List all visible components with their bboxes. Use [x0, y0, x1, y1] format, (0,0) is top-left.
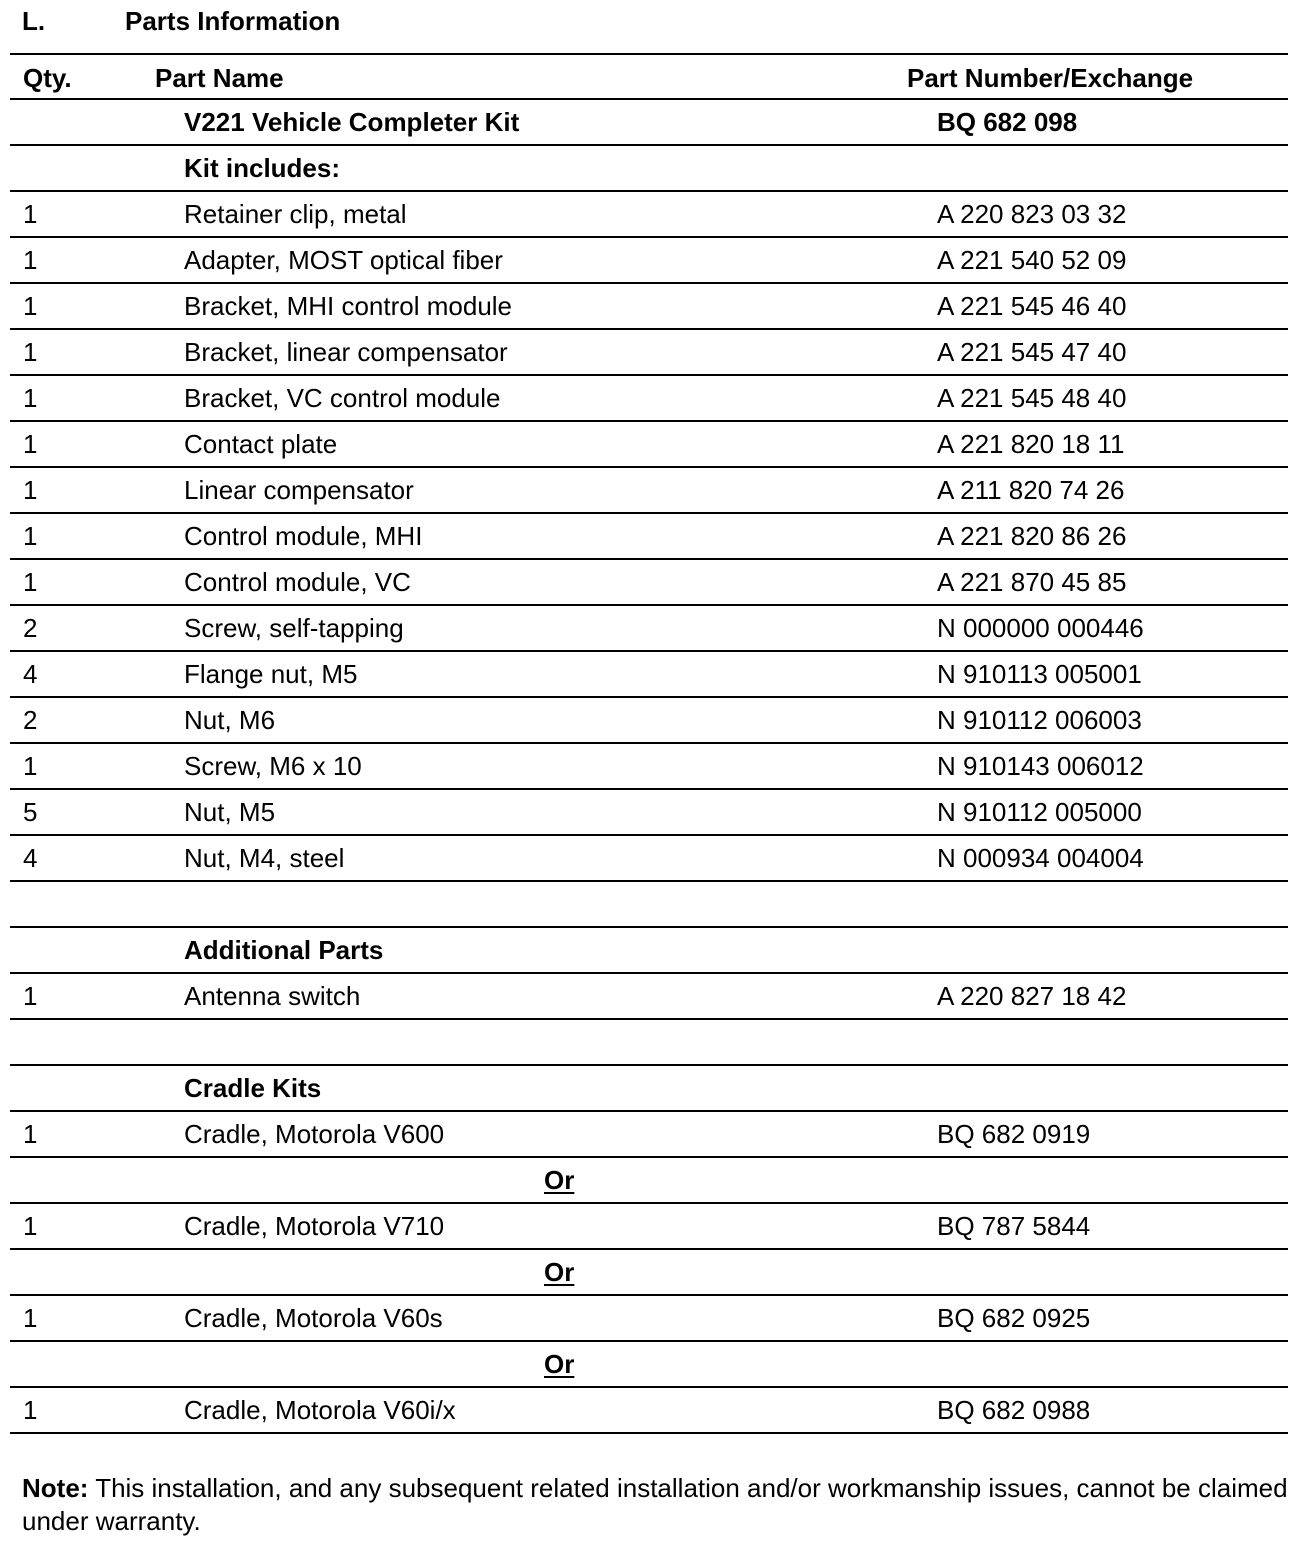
part-name-cell: Control module, MHI [184, 521, 423, 551]
part-number-cell: A 221 820 18 11 [937, 429, 1125, 459]
table-row [10, 146, 1288, 192]
part-number-cell: A 220 827 18 42 [937, 981, 1127, 1011]
qty-cell: 1 [23, 429, 38, 459]
table-row [10, 698, 1288, 744]
qty-cell: 2 [23, 613, 38, 643]
qty-cell: 1 [23, 1119, 38, 1149]
part-number-cell: N 000934 004004 [937, 843, 1144, 873]
part-number-cell: A 221 820 86 26 [937, 521, 1127, 551]
qty-cell: 1 [23, 567, 38, 597]
part-number-cell: A 220 823 03 32 [937, 199, 1127, 229]
part-name-cell: Antenna switch [184, 981, 361, 1011]
part-name-cell: V221 Vehicle Completer Kit [184, 107, 520, 137]
part-number-cell: N 910112 006003 [937, 705, 1142, 735]
or-separator-row [10, 1158, 1288, 1204]
table-row [10, 560, 1288, 606]
qty-cell: 4 [23, 659, 38, 689]
header-qty: Qty. [23, 63, 72, 93]
part-name-cell: Cradle, Motorola V710 [184, 1211, 445, 1241]
part-name-cell: Nut, M5 [184, 797, 276, 827]
qty-cell: 1 [23, 199, 38, 229]
table-row [10, 514, 1288, 560]
qty-cell: 1 [23, 475, 38, 505]
part-name-cell: Kit includes: [184, 153, 341, 183]
section-title: Parts Information [125, 6, 341, 36]
qty-cell: 1 [23, 245, 38, 275]
part-name-cell: Screw, M6 x 10 [184, 751, 362, 781]
part-number-cell: N 910112 005000 [937, 797, 1142, 827]
table-row [10, 422, 1288, 468]
part-name-cell: Linear compensator [184, 475, 414, 505]
table-row [10, 928, 1288, 974]
part-name-cell: Retainer clip, metal [184, 199, 407, 229]
part-name-cell: Cradle, Motorola V60s [184, 1303, 443, 1333]
table-row [10, 330, 1288, 376]
qty-cell: 1 [23, 291, 38, 321]
part-number-cell: A 221 870 45 85 [937, 567, 1127, 597]
note-label: Note: [22, 1473, 89, 1503]
table-header-row [10, 55, 1288, 100]
table-row [10, 836, 1288, 882]
part-number-cell: BQ 682 0988 [937, 1395, 1091, 1425]
part-name-cell: Control module, VC [184, 567, 411, 597]
table-row [10, 100, 1288, 146]
part-name-cell: Bracket, VC control module [184, 383, 501, 413]
part-name-cell: Nut, M6 [184, 705, 276, 735]
or-label: Or [544, 1257, 575, 1287]
part-name-cell: Bracket, linear compensator [184, 337, 508, 367]
header-part-name: Part Name [155, 63, 284, 93]
qty-cell: 1 [23, 337, 38, 367]
table-row [10, 192, 1288, 238]
or-separator-row [10, 1342, 1288, 1388]
part-number-cell: BQ 787 5844 [937, 1211, 1091, 1241]
spacer-row [10, 882, 1288, 928]
part-number-cell: N 910113 005001 [937, 659, 1142, 689]
table-row [10, 468, 1288, 514]
table-row [10, 284, 1288, 330]
part-name-cell: Cradle Kits [184, 1073, 322, 1103]
table-row [10, 238, 1288, 284]
parts-table [10, 53, 1288, 1434]
table-row [10, 1112, 1288, 1158]
part-name-cell: Adapter, MOST optical fiber [184, 245, 503, 275]
table-row [10, 606, 1288, 652]
part-name-cell: Nut, M4, steel [184, 843, 345, 873]
part-name-cell: Contact plate [184, 429, 338, 459]
qty-cell: 1 [23, 1211, 38, 1241]
table-row [10, 376, 1288, 422]
header-part-number: Part Number/Exchange [907, 63, 1194, 93]
part-number-cell: A 221 545 47 40 [937, 337, 1127, 367]
qty-cell: 1 [23, 521, 38, 551]
table-row [10, 744, 1288, 790]
part-name-cell: Flange nut, M5 [184, 659, 358, 689]
note-text: This installation, and any subsequent related installation and/or workmanship issues, cannot be claimed under warranty. [22, 1473, 1288, 1536]
part-name-cell: Screw, self-tapping [184, 613, 404, 643]
qty-cell: 1 [23, 1395, 38, 1425]
qty-cell: 1 [23, 981, 38, 1011]
part-name-cell: Bracket, MHI control module [184, 291, 513, 321]
or-separator-row [10, 1250, 1288, 1296]
table-row [10, 790, 1288, 836]
qty-cell: 1 [23, 1303, 38, 1333]
part-number-cell: A 221 545 46 40 [937, 291, 1127, 321]
spacer-row [10, 1020, 1288, 1066]
part-number-cell: A 211 820 74 26 [937, 475, 1125, 505]
table-row [10, 974, 1288, 1020]
part-number-cell: BQ 682 0925 [937, 1303, 1091, 1333]
table-row [10, 1204, 1288, 1250]
part-name-cell: Cradle, Motorola V600 [184, 1119, 445, 1149]
qty-cell: 4 [23, 843, 38, 873]
or-label: Or [544, 1349, 575, 1379]
table-row [10, 1066, 1288, 1112]
part-number-cell: A 221 540 52 09 [937, 245, 1127, 275]
qty-cell: 5 [23, 797, 38, 827]
part-number-cell: N 000000 000446 [937, 613, 1144, 643]
qty-cell: 1 [23, 751, 38, 781]
part-number-cell: N 910143 006012 [937, 751, 1144, 781]
part-number-cell: BQ 682 0919 [937, 1119, 1091, 1149]
part-name-cell: Cradle, Motorola V60i/x [184, 1395, 456, 1425]
or-label: Or [544, 1165, 575, 1195]
table-row [10, 1296, 1288, 1342]
part-name-cell: Additional Parts [184, 935, 384, 965]
qty-cell: 1 [23, 383, 38, 413]
section-letter: L. [22, 6, 46, 36]
table-row [10, 1388, 1288, 1434]
table-row [10, 652, 1288, 698]
warranty-note [22, 1472, 1288, 1538]
part-number-cell: A 221 545 48 40 [937, 383, 1127, 413]
qty-cell: 2 [23, 705, 38, 735]
part-number-cell: BQ 682 098 [937, 107, 1078, 137]
